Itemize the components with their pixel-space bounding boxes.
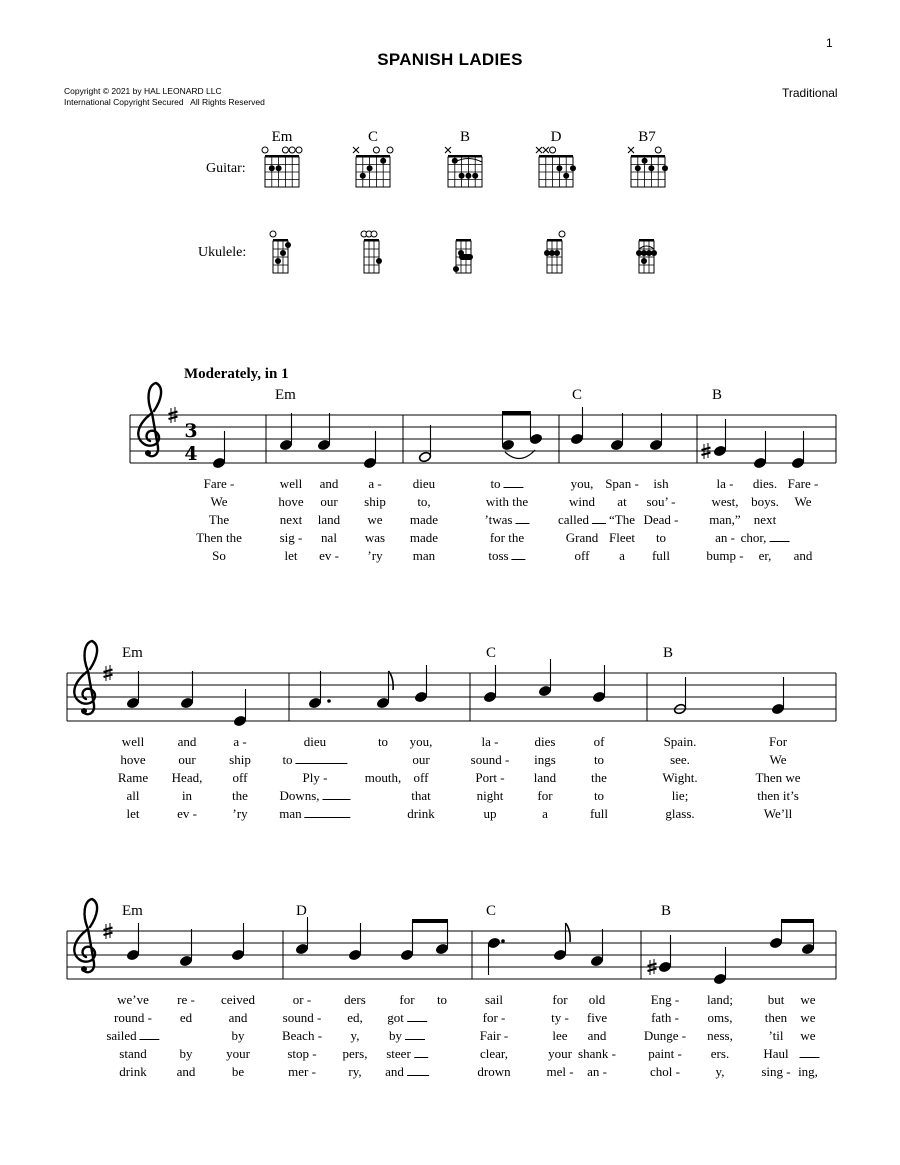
staff-system-3: [67, 931, 836, 979]
lyric-syllable: Fair -: [479, 1028, 509, 1043]
chart-name-b: B: [459, 129, 470, 145]
lyric-syllable: clear,: [480, 1046, 508, 1061]
chart-name-em: Em: [271, 129, 293, 145]
lyric-syllable: for: [537, 788, 553, 803]
lyric-syllable: Fare -: [787, 476, 819, 491]
copyright-line-2: International Copyright Secured All Rights Reserved: [64, 97, 265, 107]
lyric-syllable: and: [385, 1064, 429, 1080]
lyric-syllable: and: [793, 548, 813, 563]
system1-chord-b: B: [712, 387, 723, 403]
chart-name-c: C: [367, 129, 378, 145]
lyric-syllable: toss: [488, 548, 525, 564]
staff-system-1: [130, 415, 836, 463]
lyric-syllable: land: [317, 512, 341, 527]
lyric-syllable: ’ry: [367, 548, 383, 563]
lyric-extension-line: [296, 762, 348, 764]
lyric-syllable: Dunge -: [643, 1028, 687, 1043]
lyric-syllable: and: [319, 476, 339, 491]
lyric-syllable: Dead -: [643, 512, 679, 527]
lyric-extension-line: [140, 1038, 160, 1040]
system3-chord-b: B: [661, 903, 672, 919]
lyric-syllable: ship: [364, 494, 386, 509]
lyric-syllable: and: [587, 1028, 607, 1043]
lyric-syllable: chor,: [741, 530, 790, 546]
lyric-syllable: by: [389, 1028, 425, 1044]
lyric-syllable: man,”: [709, 512, 741, 527]
lyric-syllable: Eng -: [650, 992, 680, 1007]
lyric-syllable: to: [490, 476, 523, 492]
lyric-syllable: see.: [670, 752, 690, 767]
ukulele-diagram-b7: [636, 239, 657, 273]
composer: Traditional: [782, 86, 838, 100]
lyric-syllable: paint -: [648, 1046, 682, 1061]
lyric-syllable: chol -: [650, 1064, 680, 1079]
guitar-diagram-em: [262, 147, 302, 187]
lyric-syllable: to: [377, 734, 389, 749]
lyric-syllable: “The: [609, 512, 635, 527]
chart-name-b7: B7: [638, 129, 656, 145]
lyric-syllable: man: [412, 548, 436, 563]
lyric-syllable: sing -: [761, 1064, 791, 1079]
lyric-syllable: to: [655, 530, 667, 545]
lyric-syllable: well: [279, 476, 303, 491]
lyric-syllable: five: [586, 1010, 608, 1025]
lyric-syllable: re -: [177, 992, 195, 1007]
lyric-syllable: and: [176, 1064, 196, 1079]
lyric-syllable: ev -: [319, 548, 339, 563]
lyric-syllable: we: [800, 992, 816, 1007]
lyric-syllable: ev -: [177, 806, 197, 821]
treble-clef-2: [74, 641, 97, 714]
lyric-syllable: ’til: [768, 1028, 784, 1043]
lyric-syllable: We: [769, 752, 787, 767]
lyric-syllable: next: [279, 512, 303, 527]
lyric-syllable: off: [232, 770, 248, 785]
lyric-syllable: to: [436, 992, 448, 1007]
lyric-syllable: our: [412, 752, 430, 767]
lyric-syllable: ry,: [348, 1064, 362, 1079]
lyric-syllable: off: [413, 770, 429, 785]
lyric-syllable: hove: [120, 752, 146, 767]
lyric-syllable: ship: [229, 752, 251, 767]
system2-chord-c: C: [486, 645, 497, 661]
lyric-syllable: and: [177, 734, 197, 749]
lyric-syllable: let: [126, 806, 140, 821]
lyric-syllable: mel -: [546, 1064, 574, 1079]
lyric-syllable: boys.: [751, 494, 779, 509]
lyric-syllable: sound -: [470, 752, 510, 767]
lyric-syllable: dies: [534, 734, 556, 749]
lyric-syllable: full: [589, 806, 609, 821]
system2-chord-b: B: [663, 645, 674, 661]
lyric-syllable: ed: [179, 1010, 193, 1025]
lyric-syllable: Span -: [605, 476, 639, 491]
lyric-syllable: sound -: [282, 1010, 322, 1025]
treble-clef: [138, 383, 161, 456]
system3-chord-d: D: [296, 903, 307, 919]
lyric-syllable: that: [411, 788, 431, 803]
lyric-syllable: to: [593, 752, 605, 767]
lyric-syllable: in: [181, 788, 193, 803]
lyric-syllable: Beach -: [281, 1028, 323, 1043]
lyric-extension-line: [407, 1020, 427, 1022]
lyric-syllable: y,: [350, 1028, 360, 1043]
lyric-syllable: oms,: [707, 1010, 733, 1025]
lyric-syllable: round -: [114, 1010, 152, 1025]
lyric-syllable: be: [231, 1064, 245, 1079]
lyric-extension-line: [414, 1056, 428, 1058]
lyric-syllable: a -: [368, 476, 382, 491]
lyric-syllable: we: [800, 1010, 816, 1025]
lyric-syllable: sig -: [279, 530, 303, 545]
ukulele-label: Ukulele:: [198, 245, 247, 260]
lyric-syllable: then: [764, 1010, 788, 1025]
song-title: SPANISH LADIES: [377, 50, 523, 69]
lyric-syllable: lee: [552, 1028, 568, 1043]
lyric-extension-line: [800, 1056, 820, 1058]
lyric-syllable: of: [593, 734, 605, 749]
guitar-diagram-d: [536, 147, 576, 187]
lyric-syllable: wind: [569, 494, 595, 509]
lyric-syllable: was: [364, 530, 386, 545]
lyric-syllable: pers,: [342, 1046, 368, 1061]
lyric-syllable: lie;: [671, 788, 689, 803]
system3-chord-em: Em: [122, 903, 143, 919]
lyric-syllable: We: [794, 494, 812, 509]
lyric-syllable: ders: [344, 992, 366, 1007]
lyric-syllable: stand: [119, 1046, 147, 1061]
lyric-syllable: For: [768, 734, 788, 749]
lyric-syllable: and: [228, 1010, 248, 1025]
lyric-syllable: Haul: [763, 1046, 789, 1061]
lyric-syllable: ’twas: [485, 512, 530, 528]
ukulele-diagram-c: [361, 231, 382, 273]
lyric-syllable: ings: [534, 752, 556, 767]
lyric-extension-line: [592, 522, 606, 524]
lyric-syllable: for -: [482, 1010, 506, 1025]
lyric-extension-line: [323, 798, 351, 800]
lyric-extension-line: [504, 486, 524, 488]
lyric-syllable: old: [588, 992, 606, 1007]
lyric-syllable: all: [126, 788, 140, 803]
lyric-syllable: ness,: [707, 1028, 733, 1043]
chart-name-d: D: [550, 129, 562, 145]
lyric-syllable: [797, 1046, 820, 1062]
lyric-syllable: you,: [570, 476, 594, 491]
system1-chord-c: C: [572, 387, 583, 403]
lyric-syllable: man: [279, 806, 350, 822]
lyric-syllable: ers.: [710, 1046, 730, 1061]
lyric-syllable: up: [483, 806, 497, 821]
lyric-syllable: nal: [321, 530, 337, 545]
lyric-syllable: ceived: [221, 992, 255, 1007]
lyric-syllable: We’ll: [763, 806, 793, 821]
guitar-diagram-c: [353, 147, 393, 187]
lyric-extension-line: [515, 522, 529, 524]
lyric-syllable: we’ve: [117, 992, 149, 1007]
treble-clef-3: [74, 899, 97, 972]
page-number: 1: [826, 36, 833, 50]
guitar-label: Guitar:: [206, 161, 246, 176]
lyric-syllable: then it’s: [757, 788, 799, 803]
lyric-syllable: night: [476, 788, 504, 803]
lyric-syllable: y,: [715, 1064, 725, 1079]
lyric-extension-line: [769, 540, 789, 542]
lyric-syllable: the: [232, 788, 248, 803]
lyric-syllable: la -: [481, 734, 499, 749]
lyric-syllable: Head,: [171, 770, 203, 785]
lyric-syllable: a -: [233, 734, 247, 749]
lyric-syllable: Fleet: [609, 530, 635, 545]
lyric-syllable: hove: [278, 494, 304, 509]
lyric-syllable: for: [552, 992, 568, 1007]
lyric-syllable: Spain.: [663, 734, 697, 749]
copyright-line-1: Copyright © 2021 by HAL LEONARD LLC: [64, 86, 222, 96]
lyric-syllable: got: [387, 1010, 427, 1026]
lyric-syllable: drink: [407, 806, 435, 821]
lyric-syllable: our: [320, 494, 338, 509]
lyric-syllable: Grand: [565, 530, 599, 545]
lyric-syllable: dieu: [412, 476, 436, 491]
lyric-syllable: ish: [653, 476, 669, 491]
lyric-syllable: well: [121, 734, 145, 749]
lyric-syllable: ty -: [551, 1010, 569, 1025]
lyric-syllable: Fare -: [203, 476, 235, 491]
lyric-syllable: mer -: [288, 1064, 316, 1079]
lyric-syllable: west,: [711, 494, 739, 509]
lyric-syllable: er,: [758, 548, 772, 563]
time-signature-bottom: 4: [184, 443, 198, 465]
lyric-syllable: ed,: [347, 1010, 363, 1025]
lyric-syllable: ’ry: [232, 806, 248, 821]
lyric-syllable: drown: [477, 1064, 511, 1079]
lyric-syllable: or -: [292, 992, 312, 1007]
lyric-extension-line: [407, 1074, 429, 1076]
staff-system-2: [67, 673, 836, 721]
lyric-syllable: sailed: [106, 1028, 159, 1044]
lyric-syllable: Rame: [117, 770, 149, 785]
lyric-syllable: an -: [587, 1064, 607, 1079]
lyric-syllable: your: [548, 1046, 572, 1061]
lyric-syllable: bump -: [706, 548, 744, 563]
lyric-syllable: next: [753, 512, 777, 527]
lyric-syllable: made: [409, 530, 439, 545]
lyric-syllable: we: [800, 1028, 816, 1043]
lyric-syllable: full: [651, 548, 671, 563]
lyric-syllable: shank -: [578, 1046, 616, 1061]
lyric-syllable: but: [767, 992, 785, 1007]
lyric-syllable: Then the: [196, 530, 242, 545]
lyric-syllable: land: [533, 770, 557, 785]
system3-chord-c: C: [486, 903, 497, 919]
lyric-syllable: dieu: [303, 734, 327, 749]
lyric-syllable: to: [593, 788, 605, 803]
lyric-syllable: land;: [707, 992, 733, 1007]
tempo-marking: Moderately, in 1: [184, 366, 289, 382]
lyric-syllable: for the: [489, 530, 525, 545]
lyric-syllable: steer: [386, 1046, 428, 1062]
lyric-extension-line: [305, 816, 351, 818]
system2-chord-em: Em: [122, 645, 143, 661]
lyric-syllable: an -: [715, 530, 735, 545]
lyric-extension-line: [405, 1038, 425, 1040]
lyric-syllable: with the: [485, 494, 529, 509]
lyric-syllable: ing,: [798, 1064, 818, 1079]
lyric-syllable: Wight.: [662, 770, 698, 785]
lyric-syllable: drink: [119, 1064, 147, 1079]
guitar-diagram-b: [445, 147, 482, 187]
lyric-syllable: sail: [484, 992, 504, 1007]
lyric-syllable: fath -: [651, 1010, 679, 1025]
lyric-syllable: to,: [417, 494, 431, 509]
lyric-syllable: by: [231, 1028, 245, 1043]
lyric-syllable: glass.: [665, 806, 695, 821]
lyric-syllable: la -: [716, 476, 734, 491]
lyric-syllable: a: [619, 548, 625, 563]
ukulele-diagram-em: [270, 231, 291, 273]
lyric-syllable: let: [284, 548, 298, 563]
lyric-syllable: dies.: [752, 476, 778, 491]
lyric-extension-line: [512, 558, 526, 560]
lyric-syllable: a: [542, 806, 548, 821]
lyric-syllable: your: [226, 1046, 250, 1061]
lyric-syllable: we: [367, 512, 383, 527]
system1-chord-em: Em: [275, 387, 296, 403]
lyric-syllable: Port -: [475, 770, 505, 785]
lyric-syllable: The: [208, 512, 230, 527]
lyric-syllable: Ply -: [302, 770, 328, 785]
lyric-syllable: by: [179, 1046, 193, 1061]
lyric-syllable: Downs,: [279, 788, 350, 804]
lyric-syllable: you,: [409, 734, 433, 749]
lyric-syllable: at: [617, 494, 627, 509]
lyric-syllable: off: [574, 548, 590, 563]
lyric-syllable: We: [210, 494, 228, 509]
system-2-notes: [126, 659, 784, 727]
system-3-notes: [126, 917, 814, 985]
lyric-syllable: mouth,: [364, 770, 402, 785]
ukulele-diagram-b: [453, 239, 473, 273]
lyric-syllable: So: [212, 548, 226, 563]
lyric-syllable: Then we: [755, 770, 801, 785]
lyric-syllable: our: [178, 752, 196, 767]
lyric-syllable: to: [282, 752, 347, 768]
time-signature-top: 3: [184, 420, 198, 442]
ukulele-diagram-d: [544, 231, 565, 273]
lyric-syllable: called: [558, 512, 606, 528]
lyric-syllable: for: [399, 992, 415, 1007]
guitar-diagram-b7: [628, 147, 668, 187]
system-1-notes: [212, 407, 804, 469]
lyric-syllable: the: [591, 770, 607, 785]
lyric-syllable: sou’ -: [646, 494, 676, 509]
lyric-syllable: stop -: [287, 1046, 317, 1061]
lyric-syllable: made: [409, 512, 439, 527]
